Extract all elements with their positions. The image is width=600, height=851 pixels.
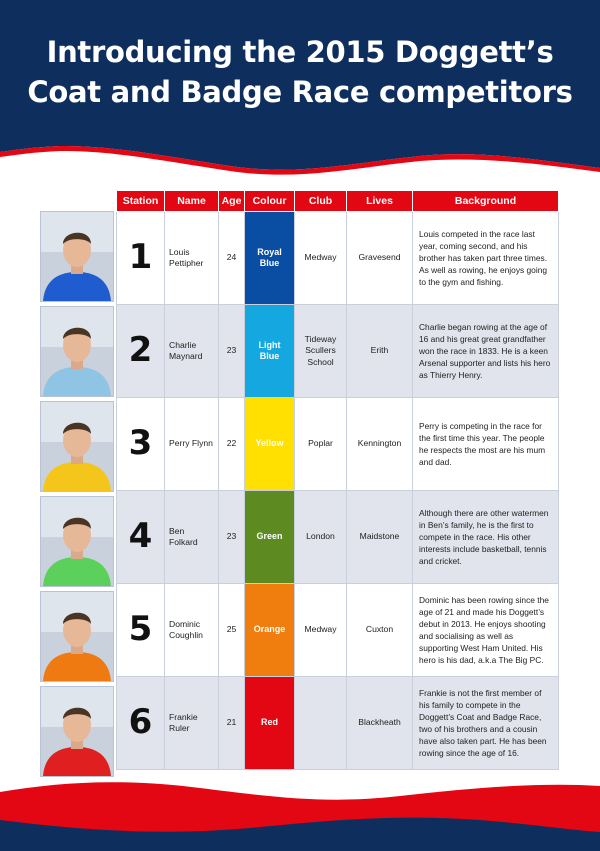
cell-club: London xyxy=(295,491,347,584)
cell-name: Louis Pettipher xyxy=(165,212,219,305)
cell-background: Charlie began rowing at the age of 16 and his great great grandfather won the race in 1833. He is a keen Arsenal supporter and lists his hero as Thierry Henry. xyxy=(413,305,559,398)
cell-name: Frankie Ruler xyxy=(165,677,219,770)
competitors-table xyxy=(116,190,559,770)
cell-name: Perry Flynn xyxy=(165,398,219,491)
table-row xyxy=(117,677,559,770)
cell-background: Frankie is not the first member of his family to compete in the Doggett’s Coat and Badge Race, two of his brothers and a cousin have also taken part. He has been rowing since the age of 16. xyxy=(413,677,559,770)
footer-banner xyxy=(0,770,600,851)
cell-club xyxy=(295,677,347,770)
cell-age: 22 xyxy=(219,398,245,491)
competitor-photo xyxy=(40,306,114,397)
header-lives: Lives xyxy=(347,191,413,212)
cell-station: 3 xyxy=(117,398,165,491)
page-title xyxy=(0,32,600,112)
competitor-photo xyxy=(40,401,114,492)
cell-age: 23 xyxy=(219,305,245,398)
cell-station: 2 xyxy=(117,305,165,398)
cell-age: 23 xyxy=(219,491,245,584)
cell-name: Ben Folkard xyxy=(165,491,219,584)
cell-station: 6 xyxy=(117,677,165,770)
header-background: Background xyxy=(413,191,559,212)
cell-colour: Yellow xyxy=(245,398,295,491)
header-station: Station xyxy=(117,191,165,212)
header-name: Name xyxy=(165,191,219,212)
competitor-photos xyxy=(40,211,114,781)
cell-station: 1 xyxy=(117,212,165,305)
competitor-photo xyxy=(40,496,114,587)
cell-station: 4 xyxy=(117,491,165,584)
cell-club: Medway xyxy=(295,212,347,305)
competitor-photo xyxy=(40,591,114,682)
cell-background: Perry is competing in the race for the first time this year. The people he respects the most are his mum and dad. xyxy=(413,398,559,491)
competitor-photo xyxy=(40,211,114,302)
cell-background: Dominic has been rowing since the age of 21 and made his Doggett’s debut in 2013. He enjoys shooting and socialising as well as supporting West Ham United. His hero is his dad, a.k.a The Big PC. xyxy=(413,584,559,677)
table-row xyxy=(117,398,559,491)
cell-station: 5 xyxy=(117,584,165,677)
table-header-row xyxy=(117,191,559,212)
cell-colour: Green xyxy=(245,491,295,584)
cell-age: 25 xyxy=(219,584,245,677)
cell-colour: Light Blue xyxy=(245,305,295,398)
cell-club: Tideway Scullers School xyxy=(295,305,347,398)
header-colour: Colour xyxy=(245,191,295,212)
cell-lives: Maidstone xyxy=(347,491,413,584)
cell-lives: Erith xyxy=(347,305,413,398)
competitor-photo xyxy=(40,686,114,777)
table-row xyxy=(117,305,559,398)
table-row xyxy=(117,584,559,677)
header-club: Club xyxy=(295,191,347,212)
table-row xyxy=(117,491,559,584)
title-line-2: Coat and Badge Race competitors xyxy=(27,75,573,109)
cell-age: 21 xyxy=(219,677,245,770)
cell-colour: Royal Blue xyxy=(245,212,295,305)
cell-background: Louis competed in the race last year, coming second, and his brother has taken part three times. As well as rowing, he enjoys going to the gym and fishing. xyxy=(413,212,559,305)
cell-name: Dominic Coughlin xyxy=(165,584,219,677)
cell-lives: Kennington xyxy=(347,398,413,491)
cell-lives: Blackheath xyxy=(347,677,413,770)
cell-name: Charlie Maynard xyxy=(165,305,219,398)
cell-background: Although there are other watermen in Ben’s family, he is the first to compete in the race. His other interests include basketball, tennis and cricket. xyxy=(413,491,559,584)
cell-club: Poplar xyxy=(295,398,347,491)
table-row xyxy=(117,212,559,305)
cell-club: Medway xyxy=(295,584,347,677)
cell-age: 24 xyxy=(219,212,245,305)
header-age: Age xyxy=(219,191,245,212)
cell-lives: Gravesend xyxy=(347,212,413,305)
cell-lives: Cuxton xyxy=(347,584,413,677)
cell-colour: Orange xyxy=(245,584,295,677)
cell-colour: Red xyxy=(245,677,295,770)
title-line-1: Introducing the 2015 Doggett’s xyxy=(46,35,554,69)
